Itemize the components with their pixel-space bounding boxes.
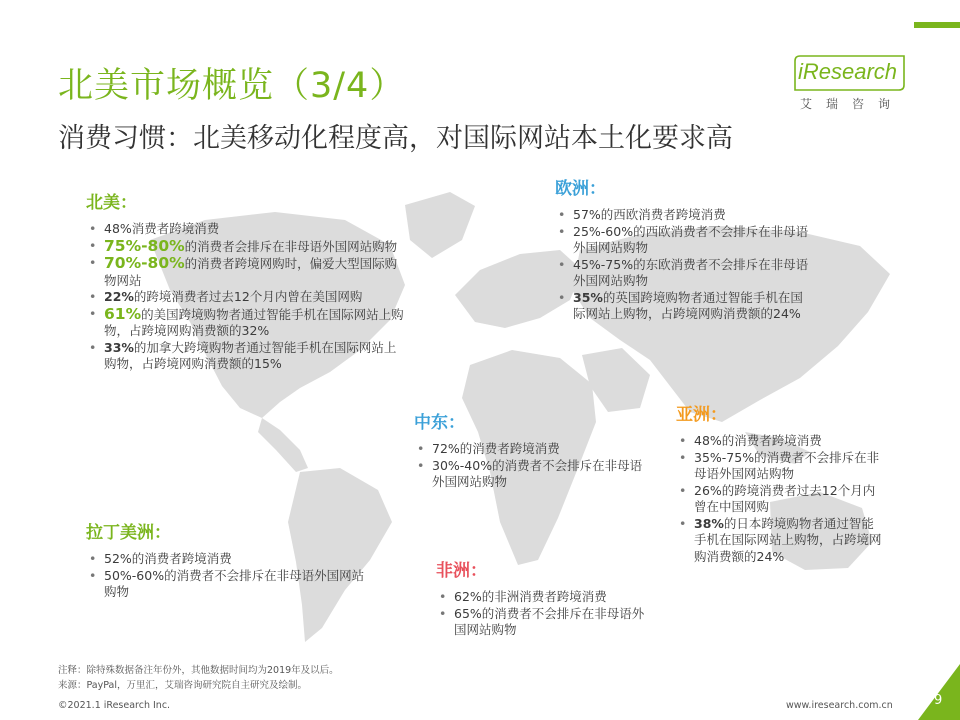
top-accent-bar xyxy=(914,22,960,28)
logo-brand: iResearch xyxy=(798,59,898,84)
list-item: • 33%的加拿大跨境购物者通过智能手机在国际网站上购物，占跨境网购消费额的15% xyxy=(86,340,406,373)
region-title-europe: 欧洲： xyxy=(555,179,606,199)
region-africa xyxy=(436,556,656,639)
list-item: • 52%的消费者跨境消费 xyxy=(86,551,376,568)
region-title-latin-america: 拉丁美洲： xyxy=(86,523,171,543)
list-item: • 35%-75%的消费者不会排斥在非母语外国网站购物 xyxy=(676,450,886,483)
list-item: • 62%的非洲消费者跨境消费 xyxy=(436,589,656,606)
list-item: • 57%的西欧消费者跨境消费 xyxy=(555,207,815,224)
map-central-america xyxy=(258,418,308,472)
region-title-africa: 非洲： xyxy=(436,561,487,581)
latin-america-list xyxy=(86,551,376,601)
europe-list xyxy=(555,207,815,323)
list-item: • 30%-40%的消费者不会排斥在非母语外国网站购物 xyxy=(414,458,644,491)
footer-copyright: ©2021.1 iResearch Inc. xyxy=(58,700,171,711)
list-item: • 61%的美国跨境购物者通过智能手机在国际网站上购物，占跨境网购消费额的32% xyxy=(86,306,406,340)
map-greenland xyxy=(405,192,475,258)
logo-subtext: 艾瑞咨询 xyxy=(800,97,905,111)
list-item: • 35%的英国跨境购物者通过智能手机在国际网站上购物，占跨境网购消费额的24% xyxy=(555,290,815,323)
list-item: • 65%的消费者不会排斥在非母语外国网站购物 xyxy=(436,606,656,639)
africa-list xyxy=(436,589,656,639)
region-north-america xyxy=(86,188,406,373)
page-subtitle: 消费习惯：北美移动化程度高，对国际网站本土化要求高 xyxy=(58,123,733,154)
list-item: • 75%-80%的消费者会排斥在非母语外国网站购物 xyxy=(86,238,406,256)
page-number: 9 xyxy=(934,693,943,708)
list-item: • 22%的跨境消费者过去12个月内曾在美国网购 xyxy=(86,289,406,306)
region-europe xyxy=(555,174,815,323)
footer-note: 注释：除特殊数据备注年份外，其他数据时间均为2019年及以后。 xyxy=(58,665,339,676)
north-america-list xyxy=(86,221,406,373)
list-item: • 48%消费者跨境消费 xyxy=(86,221,406,238)
region-title-north-america: 北美： xyxy=(86,193,137,213)
list-item: • 70%-80%的消费者跨境网购时，偏爱大型国际购物网站 xyxy=(86,255,406,289)
region-title-asia: 亚洲： xyxy=(676,405,727,425)
page-title: 北美市场概览（3/4） xyxy=(58,66,406,106)
list-item: • 26%的跨境消费者过去12个月内曾在中国网购 xyxy=(676,483,886,516)
list-item: • 38%的日本跨境购物者通过智能手机在国际网站上购物，占跨境网购消费额的24% xyxy=(676,516,886,566)
list-item: • 45%-75%的东欧消费者不会排斥在非母语外国网站购物 xyxy=(555,257,815,290)
region-latin-america xyxy=(86,518,376,601)
list-item: • 72%的消费者跨境消费 xyxy=(414,441,644,458)
middle-east-list xyxy=(414,441,644,491)
iresearch-logo xyxy=(794,55,914,115)
list-item: • 48%的消费者跨境消费 xyxy=(676,433,886,450)
region-title-middle-east: 中东： xyxy=(414,413,465,433)
footer-url[interactable]: www.iresearch.com.cn xyxy=(786,700,893,711)
footer-source: 来源：PayPal，万里汇，艾瑞咨询研究院自主研究及绘制。 xyxy=(58,680,308,691)
list-item: • 50%-60%的消费者不会排斥在非母语外国网站购物 xyxy=(86,568,376,601)
asia-list xyxy=(676,433,886,565)
region-middle-east xyxy=(414,408,644,491)
list-item: • 25%-60%的西欧消费者不会排斥在非母语外国网站购物 xyxy=(555,224,815,257)
page-corner-icon xyxy=(918,664,960,720)
region-asia xyxy=(676,400,886,565)
